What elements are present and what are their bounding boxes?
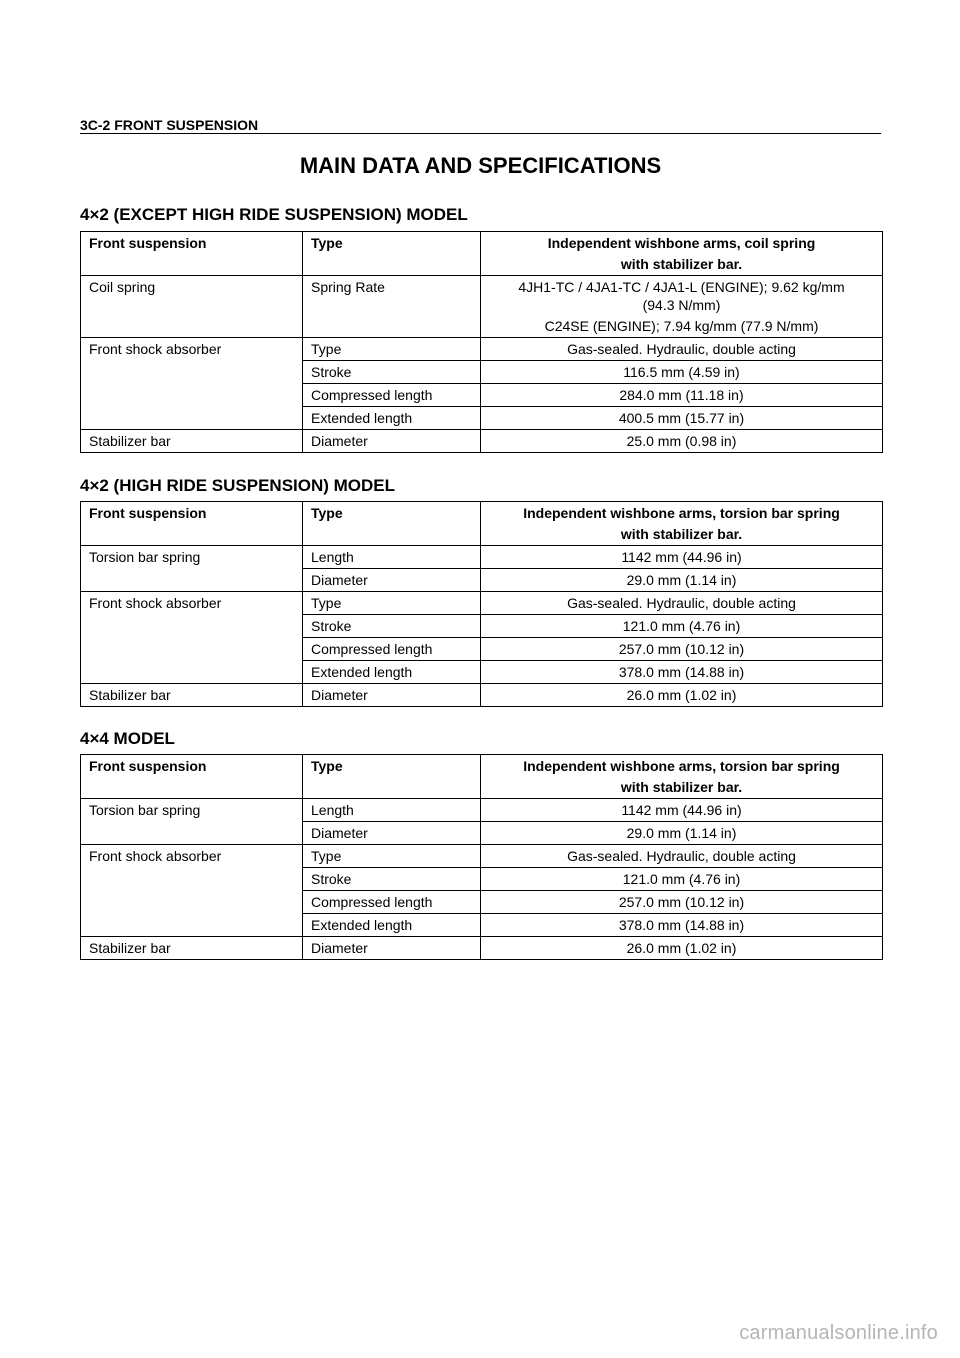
spec-table-except-high-ride	[80, 231, 883, 453]
table-cell: Stabilizer bar	[81, 430, 303, 453]
table-cell: 284.0 mm (11.18 in)	[481, 384, 883, 407]
table-row	[81, 338, 883, 361]
page-header-label: 3C-2 FRONT SUSPENSION	[80, 117, 259, 133]
value-line: Independent wishbone arms, coil spring	[547, 235, 816, 251]
table-cell: 378.0 mm (14.88 in)	[481, 661, 883, 684]
table-cell	[481, 502, 883, 546]
table-row	[81, 232, 883, 276]
table-cell: 257.0 mm (10.12 in)	[481, 891, 883, 914]
table-cell: Length	[303, 799, 481, 822]
table-row	[81, 755, 883, 799]
section-heading-4x4: 4×4 MODEL	[80, 729, 175, 748]
table-cell: Stroke	[303, 361, 481, 384]
table-cell: Stabilizer bar	[81, 684, 303, 707]
table-cell: 121.0 mm (4.76 in)	[481, 868, 883, 891]
table-row	[81, 502, 883, 546]
table-cell: Diameter	[303, 937, 481, 960]
value-line: with stabilizer bar.	[620, 779, 743, 795]
table-cell: 400.5 mm (15.77 in)	[481, 407, 883, 430]
table-cell: Extended length	[303, 407, 481, 430]
table-cell: Type	[303, 592, 481, 615]
table-cell: Length	[303, 546, 481, 569]
page-title: MAIN DATA AND SPECIFICATIONS	[299, 153, 662, 178]
table-cell: Compressed length	[303, 891, 481, 914]
table-cell: Coil spring	[81, 276, 303, 338]
table-cell: Type	[303, 338, 481, 361]
value-line: C24SE (ENGINE); 7.94 kg/mm (77.9 N/mm)	[544, 318, 819, 334]
table-cell: Compressed length	[303, 384, 481, 407]
table-row	[81, 684, 883, 707]
value-line: (94.3 N/mm)	[642, 297, 721, 313]
table-cell: Type	[303, 755, 481, 799]
value-line: 4JH1-TC / 4JA1-TC / 4JA1-L (ENGINE); 9.62 kg/mm	[518, 279, 845, 295]
table-cell: 29.0 mm (1.14 in)	[481, 822, 883, 845]
table-cell: 25.0 mm (0.98 in)	[481, 430, 883, 453]
table-cell	[481, 232, 883, 276]
table-cell: Stroke	[303, 868, 481, 891]
table-cell: Gas-sealed. Hydraulic, double acting	[481, 592, 883, 615]
table-row	[81, 937, 883, 960]
table-row	[81, 799, 883, 822]
table-cell	[481, 755, 883, 799]
table-cell: 26.0 mm (1.02 in)	[481, 937, 883, 960]
table-cell: 1142 mm (44.96 in)	[481, 546, 883, 569]
table-cell	[481, 276, 883, 338]
table-cell: Compressed length	[303, 638, 481, 661]
spec-table-high-ride	[80, 501, 883, 707]
table-row	[81, 430, 883, 453]
section-heading-high-ride: 4×2 (HIGH RIDE SUSPENSION) MODEL	[80, 476, 396, 495]
table-row	[81, 546, 883, 569]
table-cell: Torsion bar spring	[81, 799, 303, 845]
table-cell: 378.0 mm (14.88 in)	[481, 914, 883, 937]
table-cell: Torsion bar spring	[81, 546, 303, 592]
table-cell: 26.0 mm (1.02 in)	[481, 684, 883, 707]
table-cell: Front suspension	[81, 232, 303, 276]
table-row	[81, 845, 883, 868]
table-cell: Stroke	[303, 615, 481, 638]
table-cell: Diameter	[303, 569, 481, 592]
table-cell: 116.5 mm (4.59 in)	[481, 361, 883, 384]
table-cell: 29.0 mm (1.14 in)	[481, 569, 883, 592]
table-cell: Front suspension	[81, 755, 303, 799]
watermark: carmanualsonline.info	[739, 1322, 938, 1344]
value-line: Independent wishbone arms, torsion bar spring	[523, 758, 840, 774]
table-cell: Type	[303, 845, 481, 868]
table-cell: Gas-sealed. Hydraulic, double acting	[481, 845, 883, 868]
table-cell: Diameter	[303, 822, 481, 845]
table-cell: Gas-sealed. Hydraulic, double acting	[481, 338, 883, 361]
table-cell: Front shock absorber	[81, 338, 303, 430]
table-cell: Extended length	[303, 914, 481, 937]
table-cell: Spring Rate	[303, 276, 481, 338]
spec-table-4x4	[80, 754, 883, 960]
value-line: with stabilizer bar.	[620, 256, 743, 272]
table-cell: 257.0 mm (10.12 in)	[481, 638, 883, 661]
table-cell: 1142 mm (44.96 in)	[481, 799, 883, 822]
table-row	[81, 592, 883, 615]
table-cell: Type	[303, 502, 481, 546]
table-cell: 121.0 mm (4.76 in)	[481, 615, 883, 638]
table-cell: Diameter	[303, 430, 481, 453]
value-line: with stabilizer bar.	[620, 526, 743, 542]
section-heading-except-high-ride: 4×2 (EXCEPT HIGH RIDE SUSPENSION) MODEL	[80, 205, 468, 224]
header-rule	[80, 133, 881, 134]
table-cell: Front shock absorber	[81, 592, 303, 684]
table-cell: Type	[303, 232, 481, 276]
table-cell: Diameter	[303, 684, 481, 707]
table-cell: Extended length	[303, 661, 481, 684]
table-cell: Front shock absorber	[81, 845, 303, 937]
table-cell: Front suspension	[81, 502, 303, 546]
table-row	[81, 276, 883, 338]
value-line: Independent wishbone arms, torsion bar spring	[523, 505, 840, 521]
table-cell: Stabilizer bar	[81, 937, 303, 960]
